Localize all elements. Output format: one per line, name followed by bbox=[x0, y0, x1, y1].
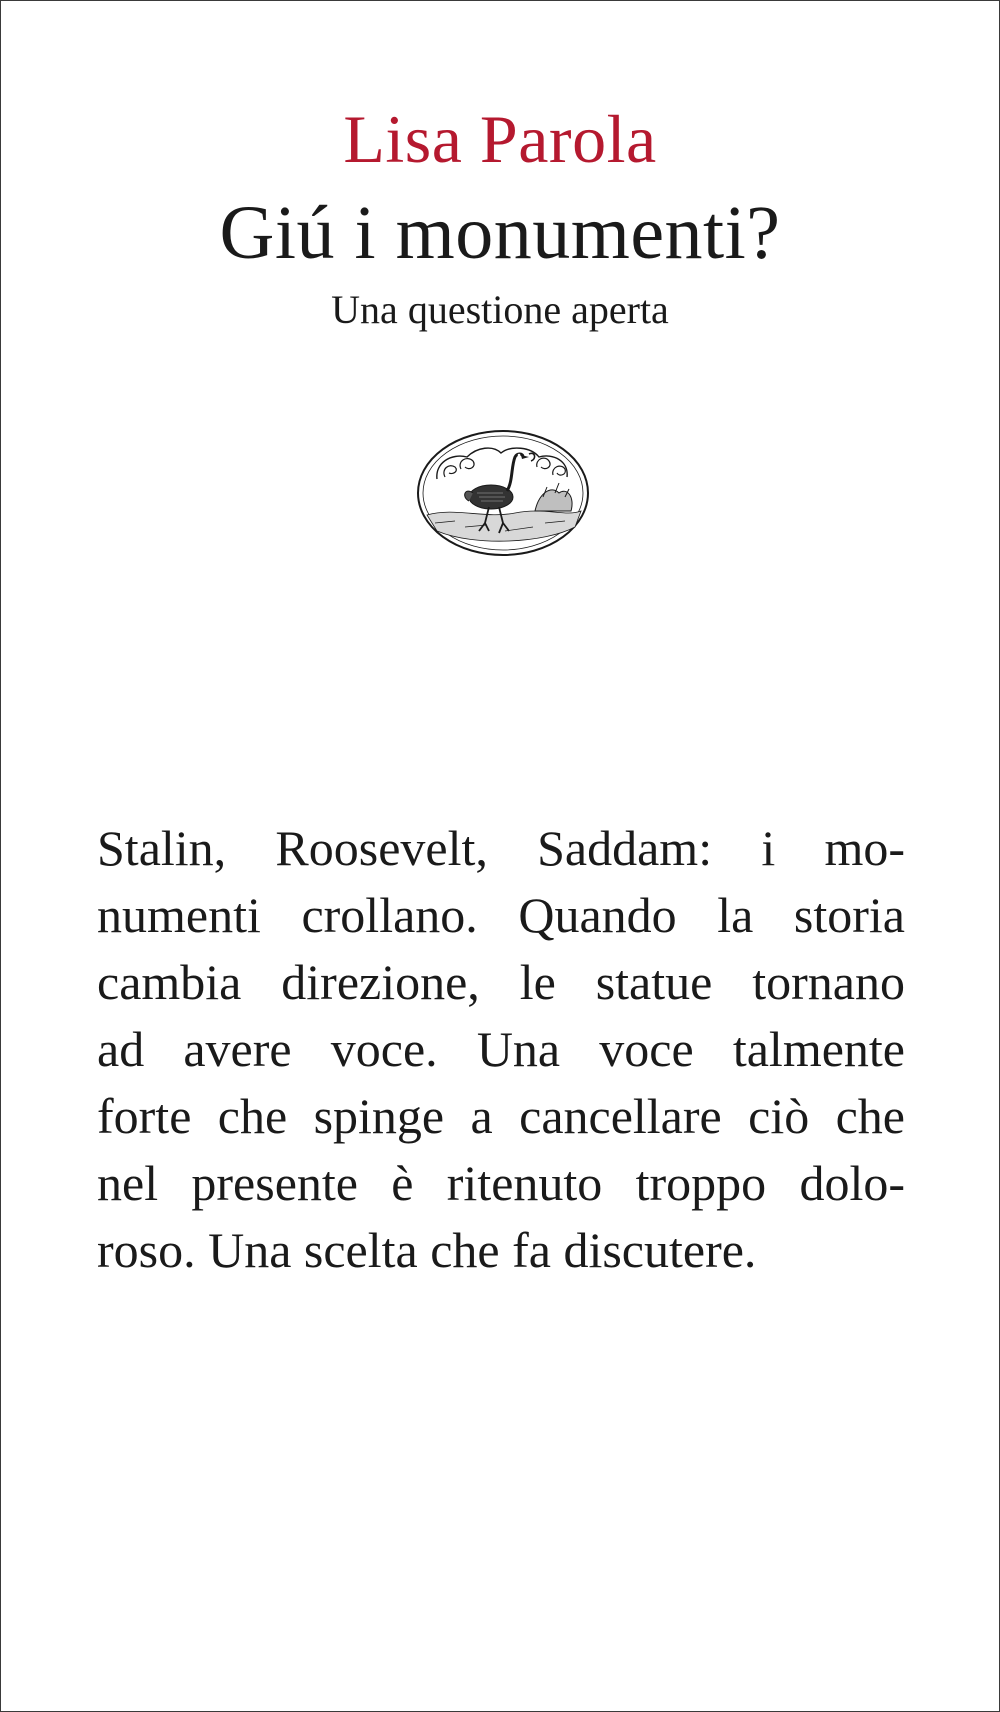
blurb-line: numenti crollano. Quando la storia bbox=[97, 887, 905, 943]
cover-blurb bbox=[97, 815, 905, 1284]
blurb-line: roso. Una scelta che fa discutere. bbox=[97, 1222, 757, 1278]
blurb-line: nel presente è ritenuto troppo dolo- bbox=[97, 1155, 905, 1211]
book-title: Giú i monumenti? bbox=[219, 191, 781, 275]
blurb-line: cambia direzione, le statue tornano bbox=[97, 954, 905, 1010]
ostrich-emblem-icon bbox=[415, 427, 591, 559]
author-name: Lisa Parola bbox=[343, 101, 657, 177]
blurb-line: Stalin, Roosevelt, Saddam: i mo- bbox=[97, 820, 905, 876]
blurb-line: forte che spinge a cancellare ciò che bbox=[97, 1088, 905, 1144]
book-subtitle: Una questione aperta bbox=[331, 287, 669, 332]
blurb-line: ad avere voce. Una voce talmente bbox=[97, 1021, 905, 1077]
